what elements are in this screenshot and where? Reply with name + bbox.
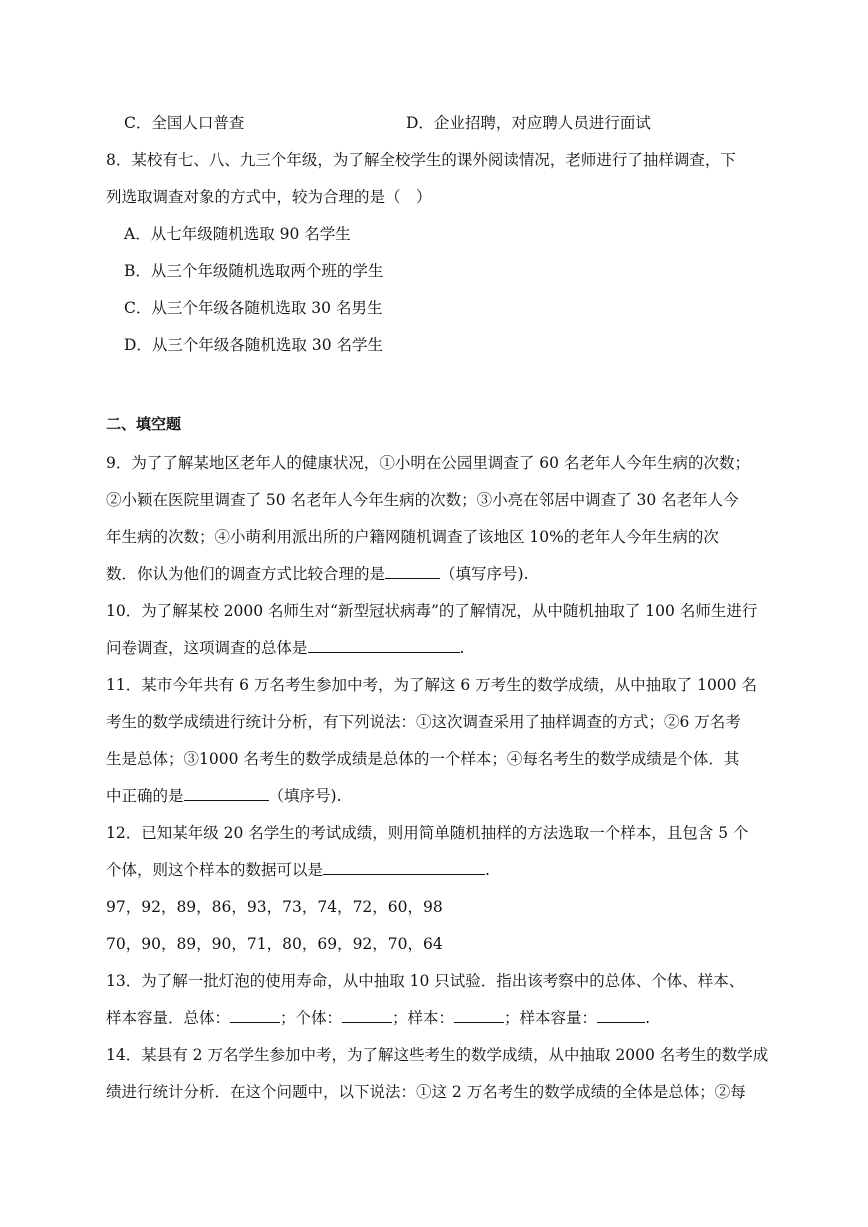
question-10: 10．为了解某校 2000 名师生对“新型冠状病毒”的了解情况，从中随机抽取了 100 名师生进行 (106, 602, 758, 620)
option-d: D．企业招聘，对应聘人员进行面试 (406, 114, 651, 132)
option-c: C．从三个年级各随机选取 30 名男生 (124, 299, 383, 317)
question-text: 个体，则这个样本的数据可以是 (106, 861, 324, 879)
question-9: ②小颖在医院里调查了 50 名老年人今年生病的次数；③小亮在邻居中调查了 30 名老年人今 (106, 491, 739, 509)
question-8-stem: 8．某校有七、八、九三个年级，为了解全校学生的课外阅读情况，老师进行了抽样调查，下 (106, 151, 736, 169)
question-12 (106, 860, 490, 880)
question-9 (106, 564, 529, 584)
score-data-row: 70，90，89，90，71，80，69，92，70，64 (106, 935, 443, 953)
option-b: B．从三个年级随机选取两个班的学生 (124, 262, 384, 280)
question-text: ；个体： (280, 1009, 343, 1027)
question-10 (106, 638, 464, 658)
question-12: 12．已知某年级 20 名学生的考试成绩，则用简单随机抽样的方法选取一个样本，且包含 5 个 (106, 824, 749, 842)
question-11 (106, 786, 342, 806)
question-14: 绩进行统计分析．在这个问题中，以下说法：①这 2 万名考生的数学成绩的全体是总体；②每 (106, 1083, 746, 1101)
option-d: D．从三个年级各随机选取 30 名学生 (124, 336, 384, 354)
question-text: （填写序号). (440, 565, 529, 583)
question-9: 年生病的次数；④小萌利用派出所的户籍网随机调查了该地区 10%的老年人今年生病的次 (106, 528, 719, 546)
question-text: ；样本容量： (504, 1009, 598, 1027)
question-text: （填序号). (268, 787, 342, 805)
option-a: A．从七年级随机选取 90 名学生 (124, 225, 351, 243)
answer-blank[interactable] (385, 564, 440, 579)
answer-blank[interactable] (230, 1008, 280, 1023)
question-11: 考生的数学成绩进行统计分析，有下列说法：①这次调查采用了抽样调查的方式；②6 万名考 (106, 713, 741, 731)
question-13: 13．为了解一批灯泡的使用寿命，从中抽取 10 只试验．指出该考察中的总体、个体、样本、 (106, 972, 745, 990)
option-c: C．全国人口普查 (124, 114, 245, 132)
question-text: . (459, 639, 465, 657)
question-text: . (485, 861, 490, 879)
question-text: . (645, 1009, 650, 1027)
answer-blank[interactable] (323, 860, 485, 875)
answer-blank[interactable] (597, 1008, 645, 1023)
question-9: 9．为了了解某地区老年人的健康状况，①小明在公园里调查了 60 名老年人今年生病的次数； (106, 454, 750, 472)
question-8-stem: 列选取调查对象的方式中，较为合理的是（ ） (106, 188, 432, 206)
question-text: 问卷调查，这项调查的总体是 (106, 639, 308, 657)
question-13 (106, 1008, 650, 1028)
question-text: 中正确的是 (106, 787, 184, 805)
question-text: ；样本： (392, 1009, 455, 1027)
score-data-row: 97，92，89，86，93，73，74，72，60，98 (106, 898, 443, 916)
section-heading: 二、填空题 (106, 415, 182, 433)
answer-blank[interactable] (342, 1008, 392, 1023)
question-text: 数．你认为他们的调查方式比较合理的是 (106, 565, 386, 583)
question-text: 样本容量．总体： (106, 1009, 231, 1027)
question-11: 11．某市今年共有 6 万名考生参加中考，为了解这 6 万考生的数学成绩，从中抽取了 1000 名 (106, 676, 757, 694)
answer-blank[interactable] (308, 638, 460, 653)
question-11: 生是总体；③1000 名考生的数学成绩是总体的一个样本；④每名考生的数学成绩是个体．其 (106, 750, 740, 768)
answer-blank[interactable] (454, 1008, 504, 1023)
question-14: 14．某县有 2 万名学生参加中考，为了解这些考生的数学成绩，从中抽取 2000 名考生的数学成 (106, 1046, 769, 1064)
answer-blank[interactable] (184, 786, 269, 801)
